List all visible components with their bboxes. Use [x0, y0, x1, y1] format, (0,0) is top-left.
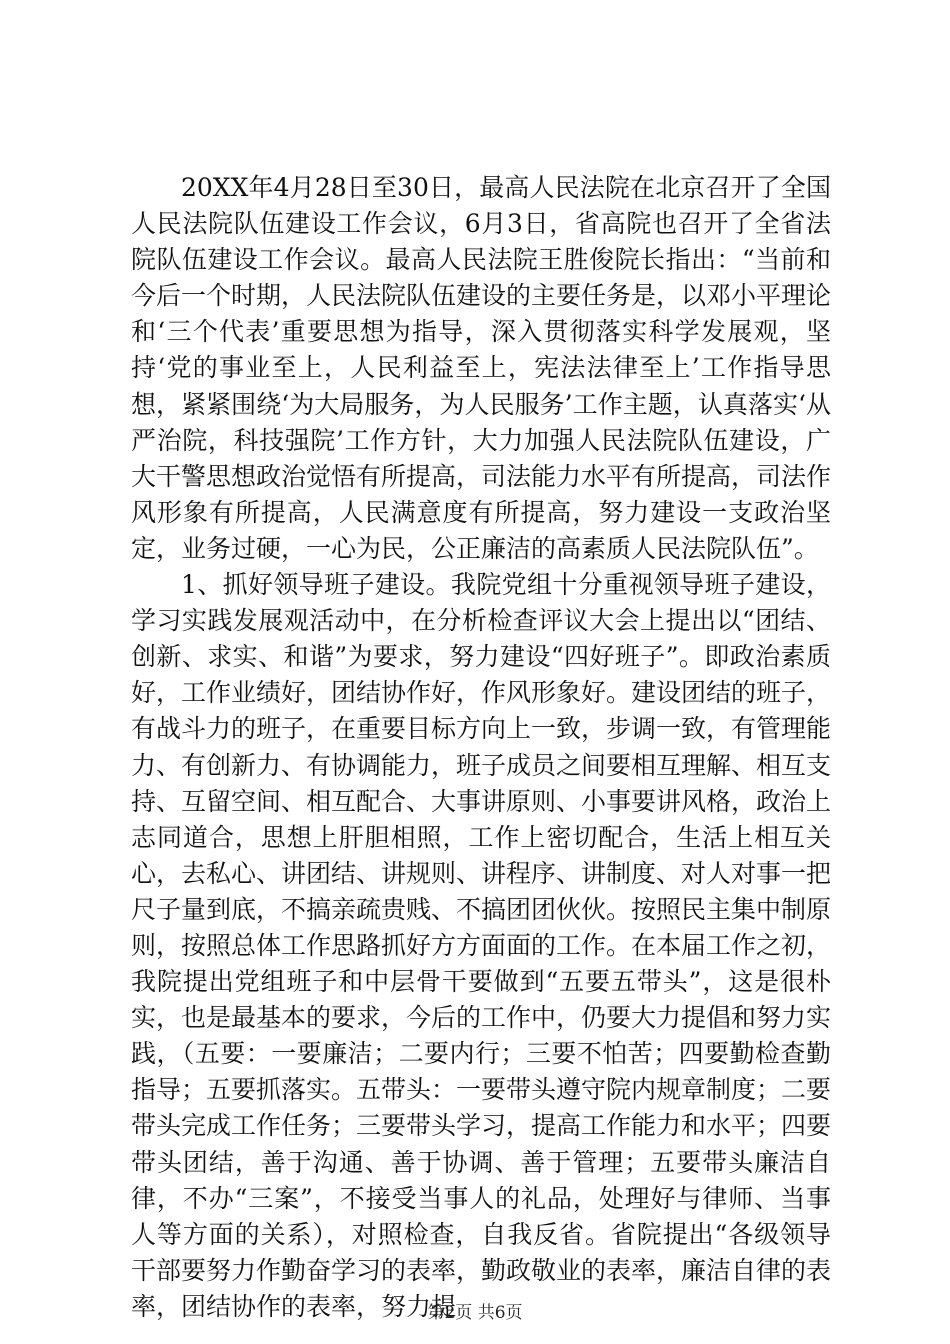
- paragraph-meeting-summary: 20XX年4月28日至30日，最高人民法院在北京召开了全国人民法院队伍建设工作会议，6月3日，省高院也召开了全省法院队伍建设工作会议。最高人民法院王胜俊院长指出：“当前和今后一个时期，人民法院队伍建设的主要任务是，以邓小平理论和‘三个代表’重要思想为指导，深入贯彻落实科学发展观，坚持‘党的事业至上，人民利益至上，宪法法律至上’工作指导思想，紧紧围绕‘为大局服务，为人民服务’工作主题，认真落实‘从严治院，科技强院’工作方针，大力加强人民法院队伍建设，广大干警思想政治觉悟有所提高，司法能力水平有所提高，司法作风形象有所提高，人民满意度有所提高，努力建设一支政治坚定，业务过硬，一心为民，公正廉洁的高素质人民法院队伍”。: [131, 173, 832, 563]
- paragraph-leadership-building: 1、抓好领导班子建设。我院党组十分重视领导班子建设，学习实践发展观活动中，在分析检查评议大会上提出以“团结、创新、求实、和谐”为要求，努力建设“四好班子”。即政治素质好，工作业绩好，团结协作好，作风形象好。建设团结的班子，有战斗力的班子，在重要目标方向上一致，步调一致，有管理能力、有创新力、有协调能力，班子成员之间要相互理解、相互支持、互留空间、相互配合、大事讲原则、小事要讲风格，政治上志同道合，思想上肝胆相照，工作上密切配合，生活上相互关心，去私心、讲团结、讲规则、讲程序、讲制度、对人对事一把尺子量到底，不搞亲疏贵贱、不搞团团伙伙。按照民主集中制原则，按照总体工作思路抓好方方面面的工作。在本届工作之初，我院提出党组班子和中层骨干要做到“五要五带头”，这是很朴实，也是最基本的要求，今后的工作中，仍要大力提倡和努力实践，（五要：一要廉洁；二要内行；三要不怕苦；四要勤检查勤指导；五要抓落实。五带头：一要带头遵守院内规章制度；二要带头完成工作任务；三要带头学习，提高工作能力和水平；四要带头团结，善于沟通、善于协调、善于管理；五要带头廉洁自律，不办“三案”，不接受当事人的礼品，处理好与律师、当事人等方面的关系），对照检查，自我反省。省院提出“各级领导干部要努力作勤奋学习的表率，勤政敬业的表率，廉洁自律的表率，团结协作的表率，努力提: [131, 570, 832, 1321]
- page-number-footer: 第2页 共6页: [427, 1303, 523, 1323]
- document-body: [131, 170, 831, 1325]
